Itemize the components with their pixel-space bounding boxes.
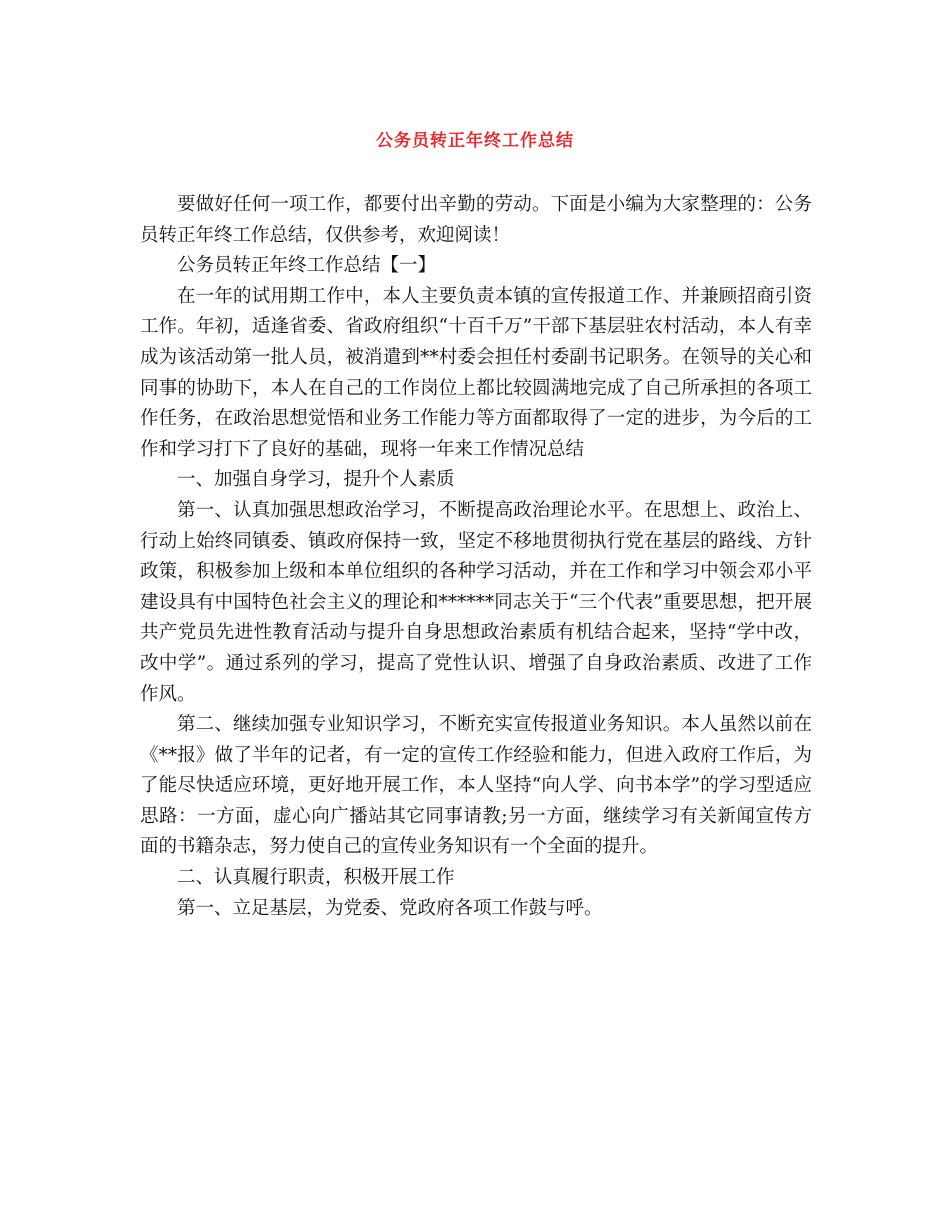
section-heading-part-one: 公务员转正年终工作总结【一】: [177, 255, 437, 277]
section-heading-2: 二、认真履行职责，积极开展工作: [177, 867, 455, 889]
paragraph-overview: 在一年的试用期工作中，本人主要负责本镇的宣传报道工作、并兼顾招商引资工作。年初，适逢省委、省政府组织“十百千万”干部下基层驻农村活动，本人有幸成为该活动第一批人员，被消遣到**村委会担任村委副书记职务。在领导的关心和同事的协助下，本人在自己的工作岗位上都比较圆满地完成了自己所承担的各项工作任务，在政治思想觉悟和业务工作能力等方面都取得了一定的进步，为今后的工作和学习打下了良好的基础，现将一年来工作情况总结: [140, 285, 812, 460]
paragraph-grassroots: 第一、立足基层，为党委、党政府各项工作鼓与呼。: [177, 897, 603, 919]
paragraph-political-study: 第一、认真加强思想政治学习，不断提高政治理论水平。在思想上、政治上、行动上始终同镇委、镇政府保持一致，坚定不移地贯彻执行党在基层的路线、方针政策，积极参加上级和本单位组织的各种学习活动，并在工作和学习中领会邓小平建设具有中国特色社会主义的理论和******同志关于“三个代表”重要思想，把开展共产党员先进性教育活动与提升自身思想政治素质有机结合起来，坚持“学中改，改中学”。通过系列的学习，提高了党性认识、增强了自身政治素质、改进了工作作风。: [140, 499, 812, 705]
paragraph-intro: 要做好任何一项工作，都要付出辛勤的劳动。下面是小编为大家整理的：公务员转正年终工作总结，仅供参考，欢迎阅读！: [140, 194, 812, 246]
section-heading-1: 一、加强自身学习，提升个人素质: [177, 469, 455, 491]
paragraph-professional-study: 第二、继续加强专业知识学习，不断充实宣传报道业务知识。本人虽然以前在《**报》做了半年的记者，有一定的宣传工作经验和能力，但进入政府工作后，为了能尽快适应环境，更好地开展工作，本人坚持“向人学、向书本学”的学习型适应思路：一方面，虚心向广播站其它同事请教;另一方面，继续学习有关新闻宣传方面的书籍杂志，努力使自己的宣传业务知识有一个全面的提升。: [140, 714, 812, 858]
document-title: 公务员转正年终工作总结: [376, 131, 574, 151]
document-body: [140, 190, 812, 924]
